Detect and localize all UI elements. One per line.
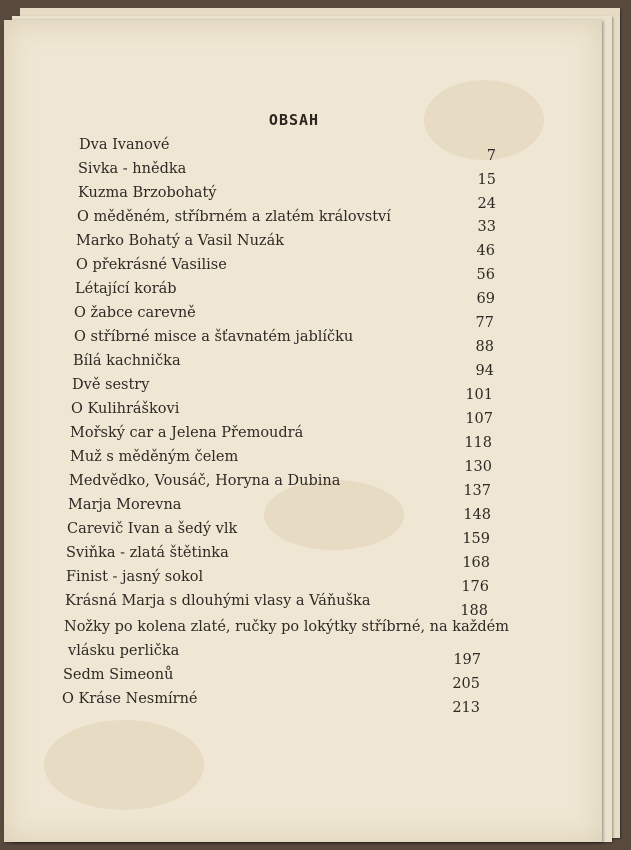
toc-entry-title: Dva Ivanové: [79, 137, 170, 153]
toc-entry-page: 101: [465, 387, 493, 403]
toc-entry-title: O žabce carevně: [74, 305, 196, 321]
toc-entry-title: Marko Bohatý a Vasil Nuzák: [76, 233, 285, 249]
contents-page: [4, 20, 602, 842]
toc-entry-page: 197: [453, 652, 481, 668]
toc-entry-page: 130: [464, 459, 492, 475]
toc-entry-title: Nožky po kolena zlaté, ručky po lokýtky stříbrné, na každém: [64, 619, 509, 635]
toc-entry-title: Krásná Marja s dlouhými vlasy a Váňuška: [65, 593, 371, 609]
toc-entry-page: 15: [477, 172, 496, 188]
toc-entry-title: Sivka - hnědka: [78, 161, 187, 177]
toc-entry-page: 46: [476, 243, 495, 259]
toc-entry-page: 148: [463, 507, 491, 523]
toc-entry-title: Muž s měděným čelem: [70, 449, 239, 465]
toc-entry-page: 33: [477, 219, 496, 235]
paper-stain: [264, 480, 404, 550]
toc-entry-page: 188: [460, 603, 488, 619]
toc-entry-title: Carevič Ivan a šedý vlk: [67, 521, 238, 537]
toc-entry-title: vlásku perlička: [68, 643, 180, 659]
toc-entry-page: 213: [452, 700, 480, 716]
toc-entry-title: O stříbrné misce a šťavnatém jablíčku: [74, 329, 354, 345]
toc-entry-page: 159: [462, 531, 490, 547]
toc-entry-page: 88: [475, 339, 494, 355]
toc-entry-title: Kuzma Brzobohatý: [78, 185, 217, 201]
toc-entry-title: O Kulihráškovi: [71, 401, 180, 417]
toc-entry-title: Létající koráb: [75, 281, 177, 297]
toc-entry-page: 168: [462, 555, 490, 571]
toc-entry-title: Finist - jasný sokol: [66, 569, 204, 585]
toc-entry-page: 118: [464, 435, 492, 451]
toc-entry-page: 77: [475, 315, 494, 331]
toc-entry-page: 205: [452, 676, 480, 692]
toc-entry-page: 137: [463, 483, 491, 499]
page-title: OBSAH: [268, 111, 320, 129]
toc-entry-title: Sedm Simeonů: [63, 667, 174, 683]
toc-entry-title: O překrásné Vasilise: [76, 257, 227, 273]
toc-entry-title: Sviňka - zlatá štětinka: [66, 545, 229, 561]
toc-entry-page: 176: [461, 579, 489, 595]
toc-entry-title: Dvě sestry: [72, 377, 150, 393]
toc-entry-page: 94: [475, 363, 494, 379]
toc-entry-title: O měděném, stříbrném a zlatém království: [77, 209, 391, 225]
paper-stain: [44, 720, 204, 810]
toc-entry-title: Marja Morevna: [68, 497, 182, 513]
toc-entry-page: 107: [465, 411, 493, 427]
toc-entry-title: Bílá kachnička: [73, 353, 181, 369]
toc-entry-page: 24: [477, 196, 496, 212]
toc-entry-page: 7: [486, 148, 496, 164]
toc-entry-title: Mořský car a Jelena Přemoudrá: [70, 425, 304, 441]
toc-entry-title: Medvědko, Vousáč, Horyna a Dubina: [69, 473, 341, 489]
toc-entry-title: O Kráse Nesmírné: [62, 691, 198, 707]
toc-entry-page: 69: [476, 291, 495, 307]
toc-entry-page: 56: [476, 267, 495, 283]
